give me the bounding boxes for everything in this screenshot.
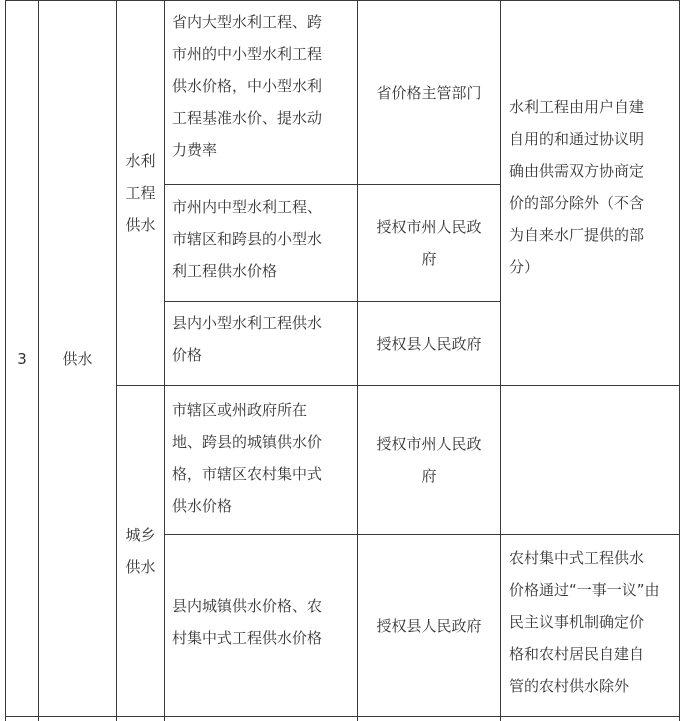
- group-label-urban-rural: 城乡 供水: [125, 526, 156, 576]
- exception-note: 农村集中式工程供水 价格通过“一事一议”由 民主议事机制确定价 格和农村居民自建自 管的农村供水除外: [509, 549, 660, 695]
- authority-cell: 授权市州人民政 府: [376, 435, 482, 485]
- authority-cell: 省价格主管部门: [376, 83, 482, 102]
- authority-cell: 授权县人民政府: [376, 334, 482, 353]
- table-border-bottom: [5, 716, 680, 717]
- row-category: 供水: [62, 349, 93, 368]
- table-divider: [500, 0, 501, 721]
- scope-cell: 市州内中型水利工程、 市辖区和跨县的小型水 利工程供水价格: [172, 198, 323, 280]
- group-label-water-conservancy: 水利 工程 供水: [125, 152, 156, 234]
- row-number: 3: [17, 349, 27, 368]
- scope-cell: 市辖区或州政府所在 地、跨县的城镇供水价 格，市辖区农村集中式 供水价格: [172, 401, 323, 515]
- scope-cell: 县内城镇供水价格、农 村集中式工程供水价格: [172, 597, 323, 647]
- table-border-right: [679, 0, 680, 721]
- scope-cell: 县内小型水利工程供水 价格: [172, 314, 323, 364]
- table-divider: [164, 0, 165, 721]
- authority-cell: 授权县人民政府: [376, 616, 482, 635]
- authority-cell: 授权市州人民政 府: [376, 218, 482, 268]
- scope-cell: 省内大型水利工程、跨 市州的中小型水利工程 供水价格，中小型水利 工程基准水价、提水动 力费率: [172, 13, 323, 159]
- exception-note: 水利工程由用户自建 自用的和通过协议明 确由供需双方协商定 价的部分除外（不含 为自来水厂提供的部 分）: [509, 98, 645, 276]
